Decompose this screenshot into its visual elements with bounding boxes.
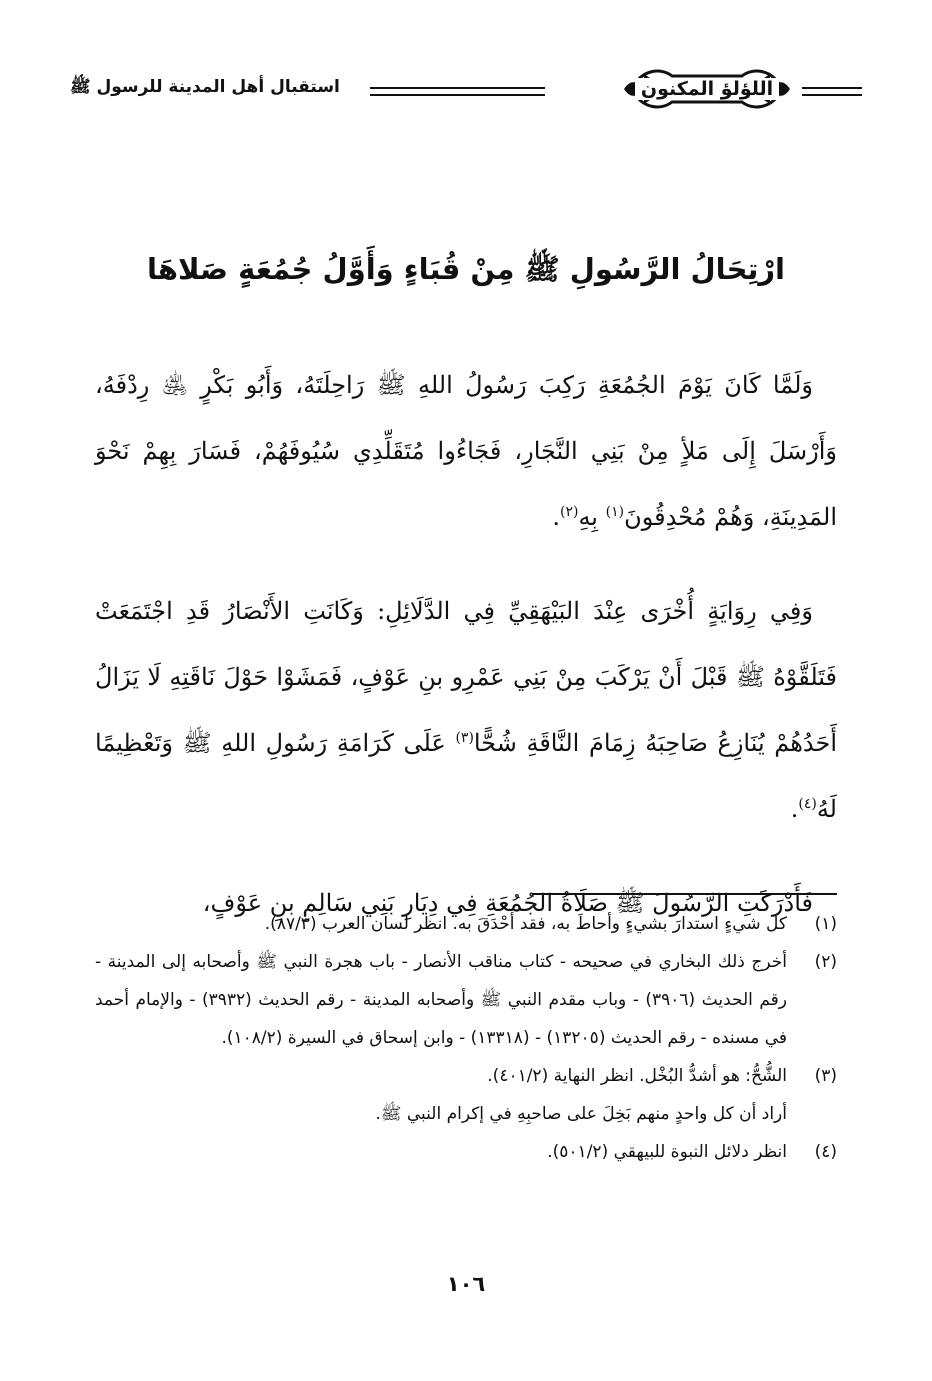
header-rule-middle [370,87,545,96]
footnote-number: (٢) [814,952,837,972]
footnote-text: انظر دلائل النبوة للبيهقي (٥٠١/٢). [547,1142,787,1162]
paragraph-2 [95,578,837,842]
footnote-ref-1: (١) [605,504,625,520]
paragraph-1-tail: بِهِ [578,503,606,531]
footnote-number: (٣) [814,1066,837,1086]
footnote-number: (٤) [814,1142,837,1162]
footnote-text: كل شيءٍ استدارَ بشيءٍ وأحاطَ به، فقد أحْدَقَ به. انظر لسان العرب (٨٧/٣). [264,914,787,934]
footnote-text: أخرج ذلك البخاري في صحيحه - كتاب مناقب الأنصار - باب هجرة النبي ﷺ وأصحابه إلى المدينة - رقم الحديث (٣٩٠٦) - وباب مقدم النبي ﷺ وأصحابه المدينة - رقم الحديث (٣٩٣٢) - والإمام أحمد في مسنده - رقم الحديث (١٣٢٠٥) - (١٣٣١٨) - وابن إسحاق في السيرة (١٠٨/٢). [95,952,787,1048]
book-title: اللؤلؤ المكنون [635,78,779,100]
footnotes [95,905,837,1171]
footnote-ref-2: (٢) [559,504,579,520]
footnote-text: الشُّحُّ: هو أشدُّ البُخْل. انظر النهاية (٤٠١/٢). [487,1066,787,1086]
footnote-3 [95,1057,837,1095]
footnote-1 [95,905,837,943]
paragraph-2-end: . [790,795,799,823]
footnote-ref-4: (٤) [798,796,817,812]
paragraph-1-end: . [552,503,560,531]
footnote-number: (١) [814,914,837,934]
book-title-frame [622,66,792,112]
paragraph-1 [95,352,837,550]
footnote-separator [532,893,837,895]
main-text [95,352,837,964]
paragraph-1-text: وَلَمَّا كَانَ يَوْمَ الجُمُعَةِ رَكِبَ رَسُولُ اللهِ ﷺ رَاحِلَتَهُ، وَأَبُو بَكْرٍ ﵁ رِدْفَهُ، وَأَرْسَلَ إِلَى مَلأٍ مِنْ بَنِي النَّجَارِ، فَجَاءُوا مُتَقَلِّدِي سُيُوفَهُمْ، فَسَارَ بِهِمْ نَحْوَ المَدِينَةِ، وَهُمْ مُحْدِقُونَ [95,371,837,531]
footnote-2 [95,943,837,1057]
footnote-4 [95,1133,837,1171]
running-header [70,62,862,118]
header-rule-right [802,87,862,96]
footnote-3-continuation: أراد أن كل واحدٍ منهم بَخِلَ على صاحبِهِ في إكرام النبي ﷺ. [375,1104,787,1124]
page-number: ١٠٦ [446,1272,486,1296]
section-title: ارْتِحَالُ الرَّسُولِ ﷺ مِنْ قُبَاءٍ وَأَوَّلُ جُمُعَةٍ صَلاهَا [147,252,785,286]
paragraph-3-text: فَأَدْرَكَتِ الرَّسُولَ ﷺ صَلَاةُ الجُمُعَةِ فِي دِيَارِ بَنِي سَالِمِ بنِ عَوْفٍ، [202,889,813,917]
chapter-title: استقبال أهل المدينة للرسول ﷺ [70,77,340,97]
footnote-ref-3: (٣) [455,730,474,746]
paragraph-2-text: وَفِي رِوَايَةٍ أُخْرَى عِنْدَ البَيْهَقِيِّ فِي الدَّلَائِلِ: وَكَانَتِ الأَنْصَارُ قَدِ اجْتَمَعَتْ فَتَلَقَّوْهُ ﷺ قَبْلَ أَنْ يَرْكَبَ مِنْ بَنِي عَمْرِو بنِ عَوْفٍ، فَمَشَوْا حَوْلَ نَاقَتِهِ لَا يَزَالُ أَحَدُهُمْ يُنَازِعُ صَاحِبَهُ زِمَامَ النَّاقَةِ شُحًّا [95,597,838,757]
paragraph-2-tail: عَلَى كَرَامَةِ رَسُولِ اللهِ ﷺ وَتَعْظِيمًا لَهُ [95,729,837,823]
